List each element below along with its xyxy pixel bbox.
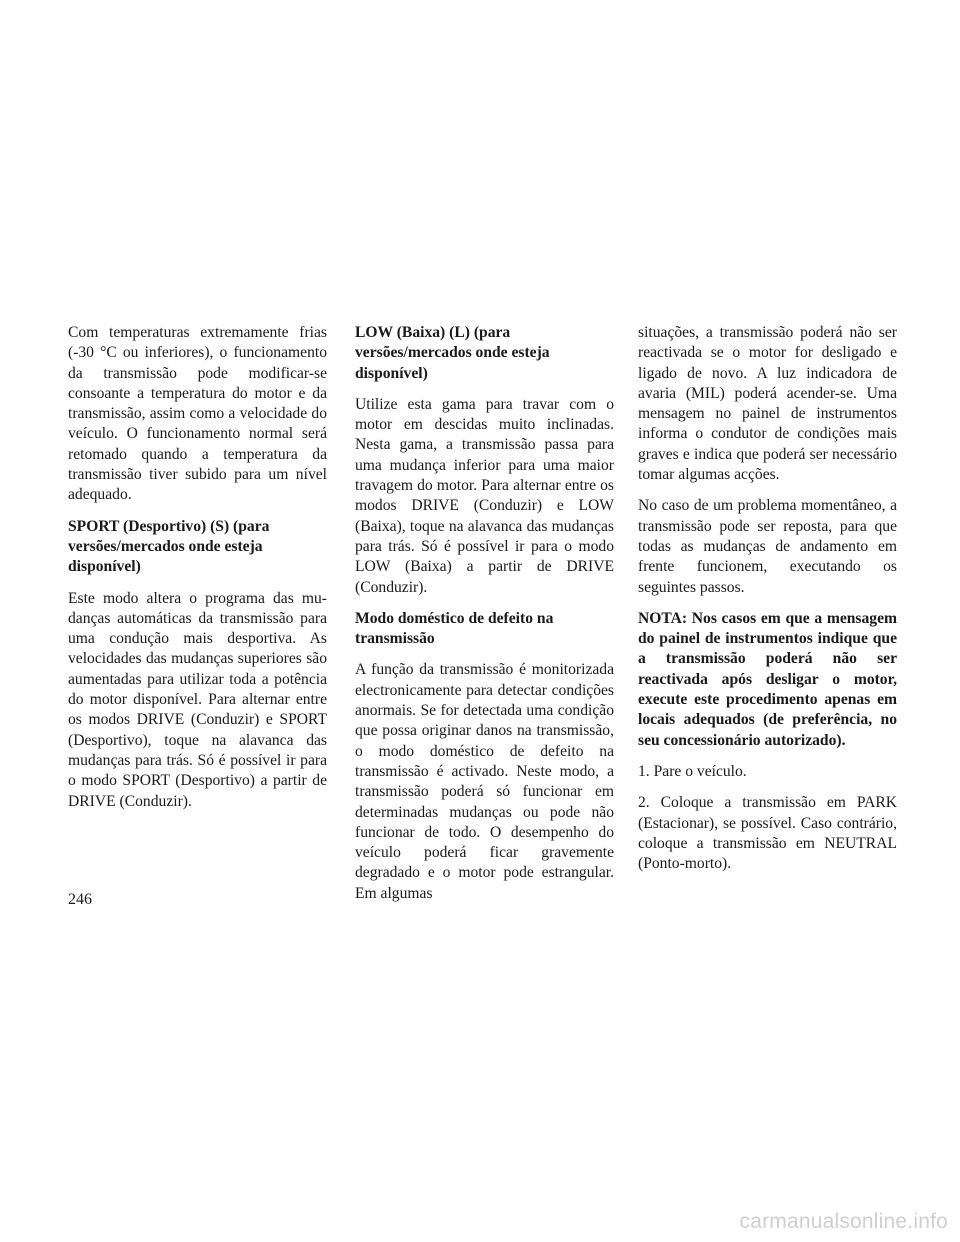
paragraph-limp-mode-continued: situações, a transmissão poderá não ser reactivada se o motor for desligado e ligado de novo. A luz indicadora de avaria (MIL) poderá acender-se. Uma mensagem no painel de instrumentos informa o condutor de condições mais graves e indica que poderá ser necessário tomar algumas acções. — [638, 324, 897, 484]
step-1: 1. Pare o veículo. — [638, 762, 747, 780]
heading-sport-mode: SPORT (Desportivo) (S) (para versões/mercados onde esteja disponível) — [68, 517, 270, 576]
paragraph-sport-mode: Este modo altera o programa das mudanças automáticas da transmissão para uma condução mais desportiva. As velocidades das mudanças superiores são aumentadas para utilizar toda a potência do motor disponível. Para alternar entre os modos DRIVE (Conduzir) e SPORT (Desportivo), toque na alavanca das mudanças para trás. Só é possível ir para o modo SPORT (Desportivo) a partir de DRIVE (Conduzir). — [68, 589, 327, 810]
column-left — [68, 323, 327, 823]
paragraph-reset-procedure: No caso de um problema momentâneo, a transmissão pode ser reposta, para que todas as mudanças de andamento em frente funcionem, executando os seguintes passos. — [638, 497, 897, 596]
note-warning: NOTA: Nos casos em que a mensagem do painel de instrumentos indique que a transmissão poderá não ser reactivada após desligar o motor, execute este procedimento apenas em locais adequados (de preferência, no seu concessionário autorizado). — [638, 609, 897, 749]
paragraph-limp-mode: A função da transmissão é monitorizada electronicamente para detectar condições anormais. Se for detectada uma condição que possa originar danos na transmissão, o modo doméstico de defeito na transmissão é activado. Neste modo, a transmissão poderá só funcionar em determinadas mudanças ou pode não funcionar de todo. O desempenho do veículo poderá ficar gravemente degradado e o motor pode estrangular. Em algumas — [355, 661, 614, 902]
watermark: carmanualsonline.info — [739, 1210, 948, 1233]
column-middle — [355, 323, 614, 915]
heading-limp-mode: Modo doméstico de defeito na transmissão — [355, 609, 554, 648]
paragraph-low-mode: Utilize esta gama para travar com o motor em descidas muito inclinadas. Nesta gama, a transmissão passa para uma mudança inferior para uma maior travagem do motor. Para alternar entre os modos DRIVE (Conduzir) e LOW (Baixa), toque na alavanca das mudanças para trás. Só é possível ir para o modo LOW (Baixa) a partir de DRIVE (Conduzir). — [355, 395, 614, 596]
column-right — [638, 323, 897, 885]
heading-low-mode: LOW (Baixa) (L) (para versões/mercados onde esteja disponível) — [355, 324, 550, 382]
page-number: 246 — [68, 891, 92, 908]
step-2: 2. Coloque a transmissão em PARK (Estacionar), se possível. Caso contrário, coloque a transmissão em NEUTRAL (Ponto-morto). — [638, 794, 897, 873]
paragraph-cold-temperatures: Com temperaturas extremamente frias (-30 °C ou inferiores), o funcionamento da transmissão pode modificar-se consoante a temperatura do motor e da transmissão, assim como a velocidade do veículo. O funcionamento normal será retomado quando a temperatura da transmissão tiver subido para um nível adequado. — [68, 324, 327, 504]
